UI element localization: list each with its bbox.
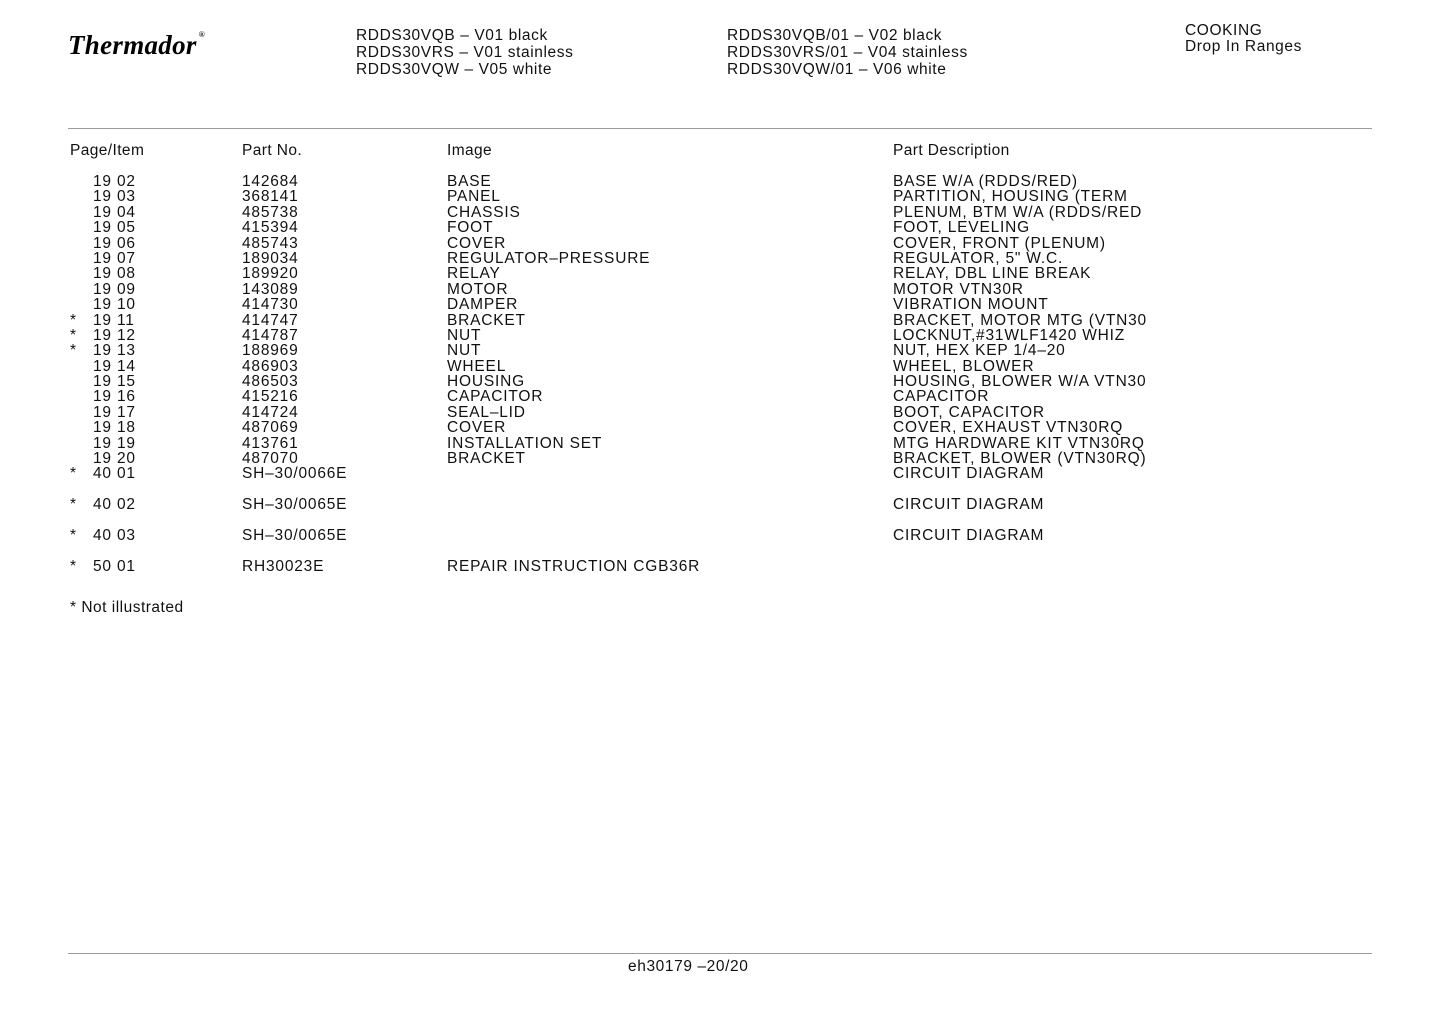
cell-image: BASE — [447, 173, 492, 190]
cell-image: NUT — [447, 342, 482, 360]
model-line: RDDS30VRS/01 – V04 stainless — [727, 44, 968, 61]
cell-part: 189920 — [242, 265, 299, 283]
header-image: Image — [447, 142, 493, 159]
cell-item: 19 11 — [93, 311, 135, 329]
cell-desc: NUT, HEX KEP 1/4–20 — [893, 342, 1066, 360]
cell-desc: MOTOR VTN30R — [893, 280, 1024, 298]
table-row — [0, 266, 1442, 281]
cell-item: 19 13 — [93, 342, 136, 360]
page-footer-code: eh30179 –20/20 — [628, 958, 749, 975]
cell-item: 19 14 — [93, 357, 136, 375]
cell-image: MOTOR — [447, 280, 509, 298]
cell-item: 19 18 — [93, 419, 136, 437]
cell-desc: CIRCUIT DIAGRAM — [893, 465, 1045, 483]
cell-desc: BRACKET, MOTOR MTG (VTN30 — [893, 311, 1147, 329]
table-row — [0, 405, 1442, 420]
table-row — [0, 497, 1442, 528]
cell-part: 486903 — [242, 357, 299, 375]
cell-part: 142684 — [242, 173, 299, 190]
cell-item: 19 15 — [93, 373, 136, 391]
header-page-item: Page/Item — [70, 142, 145, 159]
cell-item: 19 02 — [93, 173, 136, 190]
cell-desc: LOCKNUT,#31WLF1420 WHIZ — [893, 326, 1126, 344]
table-row — [0, 282, 1442, 297]
category-line-1: COOKING — [1185, 22, 1263, 39]
cell-part: 415394 — [242, 219, 299, 237]
cell-star: * — [70, 311, 77, 329]
footnote-not-illustrated: * Not illustrated — [70, 599, 184, 616]
table-row — [0, 359, 1442, 374]
header-part-no: Part No. — [242, 142, 303, 159]
model-list-left — [356, 27, 573, 78]
cell-part: 143089 — [242, 280, 299, 298]
cell-image: BRACKET — [447, 311, 526, 329]
cell-image: FOOT — [447, 219, 494, 237]
table-row — [0, 297, 1442, 312]
cell-item: 19 04 — [93, 203, 136, 221]
cell-part: 414787 — [242, 326, 299, 344]
cell-item: 19 16 — [93, 388, 136, 406]
header-description: Part Description — [893, 142, 1010, 159]
bottom-divider — [68, 953, 1372, 954]
cell-item: 19 05 — [93, 219, 136, 237]
cell-desc: CAPACITOR — [893, 388, 990, 406]
cell-part: 487069 — [242, 419, 299, 437]
cell-desc: COVER, EXHAUST VTN30RQ — [893, 419, 1124, 437]
cell-image: REPAIR INSTRUCTION CGB36R — [447, 558, 701, 576]
cell-desc: COVER, FRONT (PLENUM) — [893, 234, 1106, 252]
table-row — [0, 559, 1442, 574]
cell-desc: FOOT, LEVELING — [893, 219, 1030, 237]
cell-star: * — [70, 326, 77, 344]
cell-desc: MTG HARDWARE KIT VTN30RQ — [893, 434, 1145, 452]
cell-item: 19 09 — [93, 280, 136, 298]
cell-item: 40 02 — [93, 496, 136, 514]
cell-desc: HOUSING, BLOWER W/A VTN30 — [893, 373, 1147, 391]
cell-image: DAMPER — [447, 296, 519, 314]
cell-star: * — [70, 465, 77, 483]
table-row — [0, 313, 1442, 328]
registered-mark: ® — [198, 30, 205, 39]
cell-image: HOUSING — [447, 373, 525, 391]
table-row — [0, 328, 1442, 343]
cell-item: 19 12 — [93, 326, 136, 344]
model-list-right — [727, 27, 968, 78]
cell-desc: WHEEL, BLOWER — [893, 357, 1035, 375]
cell-part: 414730 — [242, 296, 299, 314]
table-row — [0, 528, 1442, 559]
table-row — [0, 251, 1442, 266]
cell-item: 19 20 — [93, 450, 136, 468]
cell-item: 19 07 — [93, 249, 136, 267]
cell-part: SH–30/0065E — [242, 496, 348, 514]
cell-desc: PARTITION, HOUSING (TERM — [893, 188, 1128, 206]
cell-part: SH–30/0065E — [242, 527, 348, 545]
cell-item: 50 01 — [93, 558, 136, 576]
cell-image: RELAY — [447, 265, 501, 283]
cell-desc: BOOT, CAPACITOR — [893, 403, 1045, 421]
cell-star: * — [70, 527, 77, 545]
table-row — [0, 343, 1442, 358]
cell-item: 19 19 — [93, 434, 136, 452]
cell-part: 414747 — [242, 311, 299, 329]
cell-star: * — [70, 342, 77, 360]
top-divider — [68, 128, 1372, 129]
table-row — [0, 451, 1442, 466]
cell-desc: CIRCUIT DIAGRAM — [893, 496, 1045, 514]
cell-part: 415216 — [242, 388, 299, 406]
cell-desc: REGULATOR, 5" W.C. — [893, 249, 1064, 267]
model-line: RDDS30VQB/01 – V02 black — [727, 27, 943, 44]
table-row — [0, 420, 1442, 435]
cell-star: * — [70, 496, 77, 514]
cell-star: * — [70, 558, 77, 576]
cell-item: 40 03 — [93, 527, 136, 545]
cell-part: 486503 — [242, 373, 299, 391]
table-row — [0, 436, 1442, 451]
cell-image: CAPACITOR — [447, 388, 544, 406]
table-row — [0, 205, 1442, 220]
cell-desc: PLENUM, BTM W/A (RDDS/RED — [893, 203, 1143, 221]
cell-desc: BRACKET, BLOWER (VTN30RQ) — [893, 450, 1147, 468]
cell-image: WHEEL — [447, 357, 507, 375]
cell-image: BRACKET — [447, 450, 526, 468]
cell-part: RH30023E — [242, 558, 325, 576]
cell-part: 485743 — [242, 234, 299, 252]
cell-image: CHASSIS — [447, 203, 521, 221]
cell-desc: CIRCUIT DIAGRAM — [893, 527, 1045, 545]
cell-image: REGULATOR–PRESSURE — [447, 249, 651, 267]
cell-item: 19 08 — [93, 265, 136, 283]
cell-part: 485738 — [242, 203, 299, 221]
model-line: RDDS30VQB – V01 black — [356, 27, 548, 44]
cell-desc: RELAY, DBL LINE BREAK — [893, 265, 1092, 283]
cell-image: COVER — [447, 234, 507, 252]
cell-item: 19 10 — [93, 296, 136, 314]
cell-desc: VIBRATION MOUNT — [893, 296, 1049, 314]
cell-item: 19 17 — [93, 403, 136, 421]
thermador-logo — [68, 30, 205, 61]
cell-item: 19 03 — [93, 188, 136, 206]
model-line: RDDS30VQW/01 – V06 white — [727, 61, 947, 78]
cell-part: 368141 — [242, 188, 299, 206]
cell-item: 40 01 — [93, 465, 136, 483]
table-row — [0, 189, 1442, 204]
table-row — [0, 466, 1442, 497]
cell-part: 413761 — [242, 434, 299, 452]
cell-part: SH–30/0066E — [242, 465, 348, 483]
table-row — [0, 236, 1442, 251]
logo-text: Thermador — [68, 30, 197, 60]
cell-part: 414724 — [242, 403, 299, 421]
cell-image: SEAL–LID — [447, 403, 526, 421]
table-row — [0, 374, 1442, 389]
table-row — [0, 220, 1442, 235]
parts-table — [0, 174, 1442, 575]
cell-item: 19 06 — [93, 234, 136, 252]
cell-part: 188969 — [242, 342, 299, 360]
table-row — [0, 174, 1442, 189]
cell-desc: BASE W/A (RDDS/RED) — [893, 173, 1078, 190]
cell-image: INSTALLATION SET — [447, 434, 603, 452]
model-line: RDDS30VRS – V01 stainless — [356, 44, 574, 61]
model-line: RDDS30VQW – V05 white — [356, 61, 553, 78]
cell-part: 487070 — [242, 450, 299, 468]
category-line-2: Drop In Ranges — [1185, 38, 1302, 55]
category-label — [1185, 23, 1302, 55]
cell-image: COVER — [447, 419, 507, 437]
table-row — [0, 389, 1442, 404]
cell-part: 189034 — [242, 249, 299, 267]
cell-image: NUT — [447, 326, 482, 344]
cell-image: PANEL — [447, 188, 501, 206]
